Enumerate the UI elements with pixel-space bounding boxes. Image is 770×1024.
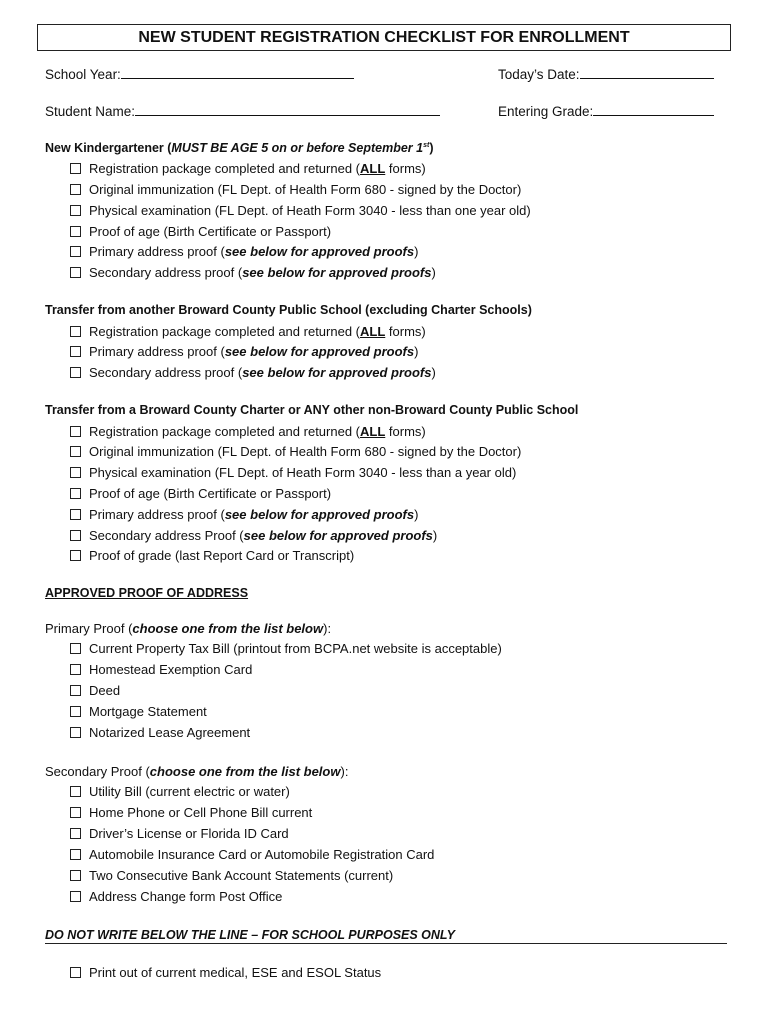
- student-name-line: [135, 103, 440, 116]
- item-text: Secondary address proof (: [89, 365, 243, 380]
- item-text: ): [431, 265, 436, 280]
- item-text: ): [431, 365, 436, 380]
- entering-grade-line: [593, 103, 714, 116]
- approved-proof-heading: APPROVED PROOF OF ADDRESS: [45, 586, 249, 600]
- item-text: Registration package completed and returned (: [89, 324, 360, 339]
- todays-date-label: Today’s Date:: [498, 67, 580, 82]
- tc-grade-item[interactable]: [70, 548, 354, 564]
- checkbox[interactable]: [70, 891, 81, 902]
- item-text: ): [414, 244, 419, 259]
- heading-text: Secondary Proof (: [45, 764, 150, 779]
- primary-proof-item[interactable]: [70, 704, 207, 720]
- item-text: Registration package completed and returned (: [89, 161, 360, 176]
- secondary-proof-item[interactable]: [70, 868, 393, 884]
- item-text: Physical examination (FL Dept. of Heath Form 3040 - less than a year old): [89, 465, 517, 480]
- tb-registration-item[interactable]: [70, 324, 426, 340]
- item-text: Proof of age (Birth Certificate or Passport): [89, 224, 332, 239]
- checkbox[interactable]: [70, 643, 81, 654]
- secondary-proof-item[interactable]: [70, 889, 282, 905]
- checkbox[interactable]: [70, 807, 81, 818]
- entering-grade-field[interactable]: [498, 103, 714, 119]
- see-below-emphasis: see below for approved proofs: [243, 528, 433, 543]
- checkbox[interactable]: [70, 326, 81, 337]
- item-text: Automobile Insurance Card or Automobile Registration Card: [89, 847, 435, 862]
- checkbox[interactable]: [70, 184, 81, 195]
- item-text: Mortgage Statement: [89, 704, 207, 719]
- kg-heading-close: ): [429, 141, 434, 155]
- item-text: Current Property Tax Bill (printout from BCPA.net website is acceptable): [89, 641, 502, 656]
- all-emphasis: ALL: [360, 424, 386, 439]
- tb-secondary-item[interactable]: [70, 365, 436, 381]
- office-use-heading: DO NOT WRITE BELOW THE LINE – FOR SCHOOL PURPOSES ONLY: [45, 928, 455, 942]
- item-text: Print out of current medical, ESE and ESOL Status: [89, 965, 382, 980]
- school-year-field[interactable]: [45, 66, 354, 82]
- tc-immunization-item[interactable]: [70, 444, 521, 460]
- page-title: NEW STUDENT REGISTRATION CHECKLIST FOR ENROLLMENT: [37, 24, 731, 51]
- item-text: ): [414, 507, 419, 522]
- item-text: Primary address proof (: [89, 344, 225, 359]
- checkbox[interactable]: [70, 163, 81, 174]
- heading-text: ):: [323, 621, 332, 636]
- choose-emphasis: choose one from the list below: [149, 764, 341, 779]
- item-text: Driver’s License or Florida ID Card: [89, 826, 289, 841]
- see-below-emphasis: see below for approved proofs: [224, 344, 415, 359]
- see-below-emphasis: see below for approved proofs: [242, 265, 432, 280]
- checkbox[interactable]: [70, 467, 81, 478]
- all-emphasis: ALL: [360, 161, 386, 176]
- item-text: Secondary address proof (: [89, 265, 243, 280]
- choose-emphasis: choose one from the list below: [132, 621, 324, 636]
- see-below-emphasis: see below for approved proofs: [242, 365, 432, 380]
- checkbox[interactable]: [70, 550, 81, 561]
- see-below-emphasis: see below for approved proofs: [224, 507, 415, 522]
- item-text: ): [414, 344, 419, 359]
- item-text: forms): [385, 424, 426, 439]
- secondary-proof-item[interactable]: [70, 847, 434, 863]
- primary-proof-item[interactable]: [70, 662, 252, 678]
- checkbox[interactable]: [70, 685, 81, 696]
- tc-secondary-item[interactable]: [70, 528, 437, 544]
- checkbox[interactable]: [70, 786, 81, 797]
- secondary-proof-item[interactable]: [70, 805, 312, 821]
- all-emphasis: ALL: [360, 324, 386, 339]
- heading-text: Primary Proof (: [45, 621, 133, 636]
- primary-proof-heading: [45, 621, 331, 636]
- checkbox[interactable]: [70, 246, 81, 257]
- checkbox[interactable]: [70, 346, 81, 357]
- checkbox[interactable]: [70, 205, 81, 216]
- school-year-line: [121, 66, 354, 79]
- todays-date-line: [580, 66, 714, 79]
- tc-physical-item[interactable]: [70, 465, 516, 481]
- item-text: Deed: [89, 683, 121, 698]
- item-text: Two Consecutive Bank Account Statements (current): [89, 868, 394, 883]
- kg-physical-item[interactable]: [70, 203, 531, 219]
- heading-text: ):: [340, 764, 349, 779]
- kg-heading-age: MUST BE AGE 5 on or before September 1: [171, 141, 424, 155]
- kg-secondary-item[interactable]: [70, 265, 436, 281]
- kindergarten-heading: [45, 141, 434, 155]
- school-year-label: School Year:: [45, 67, 121, 82]
- item-text: Homestead Exemption Card: [89, 662, 253, 677]
- kg-age-item[interactable]: [70, 224, 331, 240]
- item-text: Utility Bill (current electric or water): [89, 784, 290, 799]
- checkbox[interactable]: [70, 226, 81, 237]
- see-below-emphasis: see below for approved proofs: [224, 244, 415, 259]
- todays-date-field[interactable]: [498, 66, 714, 82]
- item-text: Address Change form Post Office: [89, 889, 283, 904]
- kg-primary-item[interactable]: [70, 244, 418, 260]
- checkbox[interactable]: [70, 870, 81, 881]
- item-text: forms): [385, 161, 426, 176]
- checkbox[interactable]: [70, 828, 81, 839]
- primary-proof-item[interactable]: [70, 641, 502, 657]
- checkbox[interactable]: [70, 727, 81, 738]
- checkbox[interactable]: [70, 664, 81, 675]
- tc-primary-item[interactable]: [70, 507, 418, 523]
- checkbox[interactable]: [70, 530, 81, 541]
- student-name-label: Student Name:: [45, 104, 136, 119]
- primary-proof-item[interactable]: [70, 725, 250, 741]
- item-text: Proof of age (Birth Certificate or Passport): [89, 486, 332, 501]
- divider-line: [45, 943, 727, 944]
- secondary-proof-heading: [45, 764, 348, 779]
- office-status-item[interactable]: [70, 965, 381, 981]
- item-text: ): [432, 528, 438, 543]
- item-text: Original immunization (FL Dept. of Health Form 680 - signed by the Doctor): [89, 182, 522, 197]
- checkbox[interactable]: [70, 849, 81, 860]
- item-text: Primary address proof (: [89, 244, 225, 259]
- checkbox[interactable]: [70, 267, 81, 278]
- checkbox[interactable]: [70, 488, 81, 499]
- tc-registration-item[interactable]: [70, 424, 426, 440]
- checkbox[interactable]: [70, 367, 81, 378]
- checkbox[interactable]: [70, 509, 81, 520]
- student-name-field[interactable]: [45, 103, 440, 119]
- transfer-charter-heading: Transfer from a Broward County Charter or ANY other non-Broward County Public School: [45, 403, 579, 417]
- tc-age-item[interactable]: [70, 486, 331, 502]
- kg-heading-text: New Kindergartener (: [45, 141, 172, 155]
- kg-registration-item[interactable]: [70, 161, 426, 177]
- item-text: Primary address proof (: [89, 507, 225, 522]
- entering-grade-label: Entering Grade:: [498, 104, 594, 119]
- tb-primary-item[interactable]: [70, 344, 418, 360]
- checkbox[interactable]: [70, 967, 81, 978]
- item-text: Home Phone or Cell Phone Bill current: [89, 805, 313, 820]
- item-text: Original immunization (FL Dept. of Health Form 680 - signed by the Doctor): [89, 444, 522, 459]
- kg-immunization-item[interactable]: [70, 182, 521, 198]
- item-text: Secondary address Proof (: [89, 528, 244, 543]
- item-text: forms): [385, 324, 426, 339]
- item-text: Proof of grade (last Report Card or Transcript): [89, 548, 355, 563]
- item-text: Physical examination (FL Dept. of Heath Form 3040 - less than one year old): [89, 203, 531, 218]
- primary-proof-item[interactable]: [70, 683, 120, 699]
- kg-heading-sup: st: [423, 141, 430, 149]
- checkbox[interactable]: [70, 706, 81, 717]
- checkbox[interactable]: [70, 446, 81, 457]
- secondary-proof-item[interactable]: [70, 784, 290, 800]
- transfer-broward-heading: Transfer from another Broward County Public School (excluding Charter Schools): [45, 303, 532, 317]
- item-text: Registration package completed and returned (: [89, 424, 360, 439]
- secondary-proof-item[interactable]: [70, 826, 289, 842]
- item-text: Notarized Lease Agreement: [89, 725, 251, 740]
- checkbox[interactable]: [70, 426, 81, 437]
